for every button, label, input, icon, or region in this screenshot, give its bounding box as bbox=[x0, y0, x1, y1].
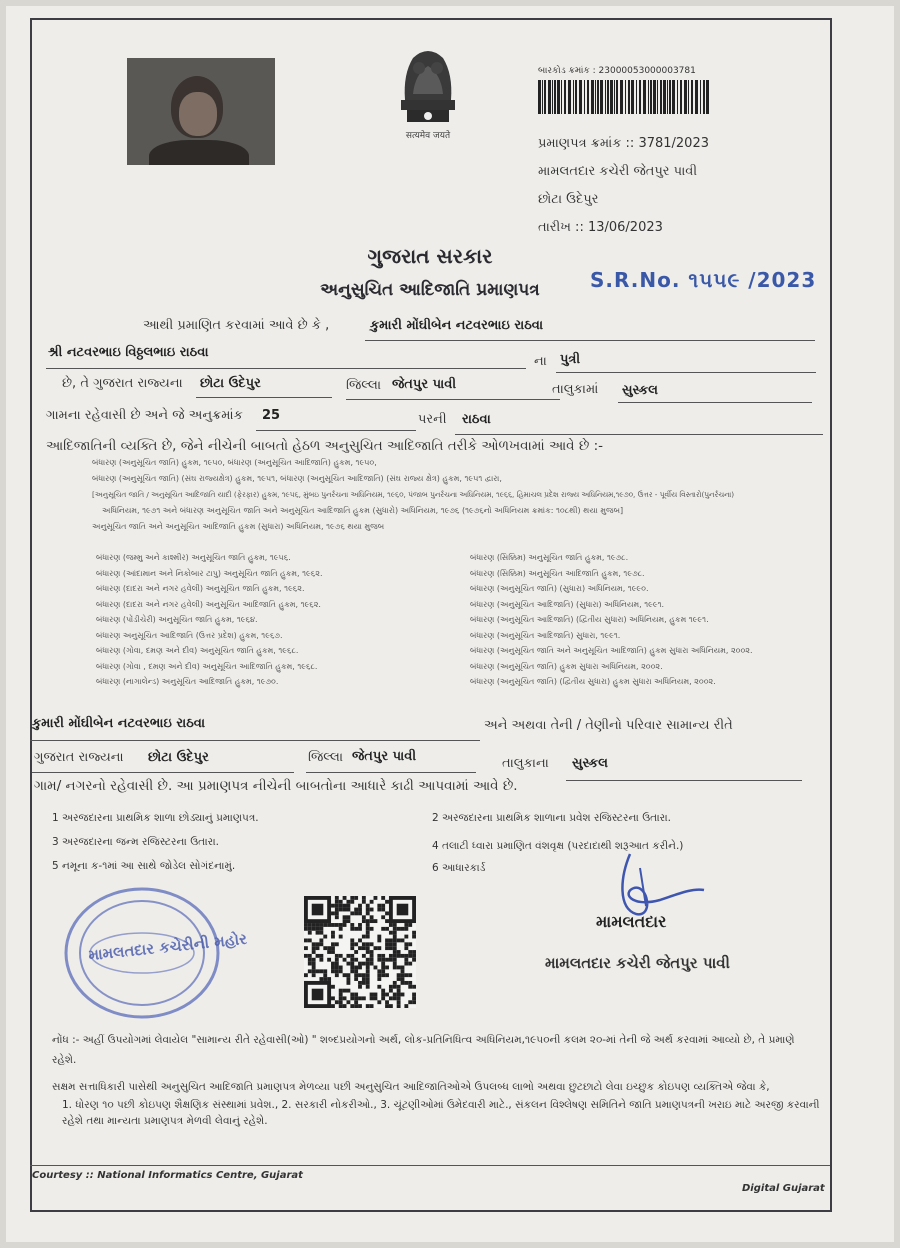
district-value: છોટા ઉદેપુર bbox=[200, 376, 261, 391]
list-item: બંધારણ (અનુસૂચિત જાતિ) (સુધારા) અધિનિયમ, ૧૯૯૦. bbox=[470, 584, 649, 593]
list-item: બંધારણ (અનુસૂચિત આદિજાતિ) (સુધારા) અધિનિયમ, ૧૯૯૧. bbox=[470, 599, 665, 609]
caste-value: રાઠવા bbox=[462, 412, 491, 427]
barcode-label: બારકોડ ક્રમાંક : 23000053000003781 bbox=[538, 66, 696, 76]
order-line: [અનુસૂચિત જાતિ / અનુસૂચિત આદિજાતિ યાદી (ફેરફાર) હુકમ, ૧૯૫૬, મુંબઇ પુનર્રચના અધિનિયમ, ૧૯૬૦, પંજાબ પુનર્રચના અધિનિયમ, ૧૯૬૬, હિમાચલ પ્રદેશ રાજ્ય અધિનિયમ,૧૯૭૦, ઉત્તર - પૂર્વીય વિસ્તારો(પુનર્રચના) bbox=[92, 490, 735, 499]
order-line: બંધારણ (અનુસૂચિત જાતિ) (સંઘ રાજ્યક્ષેત્ર) હુકમ, ૧૯૫૧, બંધારણ (અનુસૂચિત આદિજાતિ) (સંઘ રાજ્ય ક્ષેત્ર) હુકમ, ૧૯૫૧ દ્વારા, bbox=[92, 474, 502, 483]
s3-mid: જિલ્લા bbox=[308, 750, 344, 765]
serial-number-stamp: S.R.No. ૧૫૫૯ /2023 bbox=[590, 268, 817, 292]
village-value: સુસ્કલ bbox=[622, 383, 658, 398]
list-item: બંધારણ (દાદરા અને નગર હવેલી) અનુસૂચિત આદિજાતિ હુકમ, ૧૯૬૨. bbox=[96, 599, 321, 609]
note-text: નોંધ :- અહીં ઉપયોગમાં લેવાયેલ "સામાન્ય રીતે રહેવાસી(ઓ) " શબ્દપ્રયોગનો અર્થ, લોક-પ્રતિનિધિત્વ અધિનિયમ,૧૯૫૦ની કલમ ૨૦-માં તેની જે અર્થ કરવામાં આવ્યો છે, તે પ્રમાણે રહેશે. bbox=[52, 1034, 795, 1066]
issuing-district: છોટા ઉદેપુર bbox=[538, 192, 599, 207]
applicant-photo bbox=[127, 58, 275, 165]
order-list-right bbox=[470, 550, 820, 690]
line4-prefix: ગામના રહેવાસી છે અને જે અનુક્રમાંક bbox=[46, 408, 243, 423]
document-item: 1 અરજદારના પ્રાથમિક શાળા છોડ્યાનું પ્રમાણપત્ર. bbox=[52, 812, 259, 824]
courtesy-text: Courtesy :: National Informatics Centre, Gujarat bbox=[32, 1170, 303, 1181]
certificate-title: અનુસુચિત આદિજાતિ પ્રમાણપત્ર bbox=[320, 280, 540, 300]
document-item: 2 અરજદારના પ્રાથમિક શાળાના પ્રવેશ રજિસ્ટરના ઉતારા. bbox=[432, 812, 672, 824]
s3-prefix: ગુજરાત રાજ્યના bbox=[34, 750, 124, 765]
list-item: બંધારણ (અનુસૂચિત આદિજાતિ) (દ્વિતીય સુધારા) અધિનિયમ, હુકમ ૧૯૯૧. bbox=[470, 615, 709, 624]
signatory-office: મામલતદાર કચેરી જેતપુર પાવી bbox=[545, 954, 730, 972]
applicant-name: કુમારી મોંઘીબેન નટવરભાઇ રાઠવા bbox=[370, 318, 544, 333]
footnote-items: 1. ધોરણ ૧૦ પછી કોઇપણ શૈક્ષણિક સંસ્થામાં પ્રવેશ., 2. સરકારી નોકરીઓ., 3. ચૂંટણીઓમાં ઉમેદવારી માટે., સંકલન વિશ્લેષણ સમિતિને જાતિ પ્રમાણપત્રની ખરાઇ માટે અરજી કરવાની રહેશે તથા માન્યતા પ્રમાણપત્ર મેળવી લેવાનું રહેશે. bbox=[62, 1099, 820, 1127]
qr-code bbox=[304, 896, 416, 1008]
certificate-number: પ્રમાણપત્ર ક્રમાંક :: 3781/2023 bbox=[538, 136, 709, 151]
issuing-office: મામલતદાર કચેરી જેતપુર પાવી bbox=[538, 164, 698, 179]
list-item: બંધારણ (અનુસૂચિત જાતિ) (દ્વિતીય સુધારા) હુકમ સુધારા અધિનિયમ, ૨૦૦૨. bbox=[470, 677, 716, 686]
list-item: બંધારણ (જમ્મુ અને કાશ્મીર) અનુસૂચિત જાતિ હુકમ, ૧૯૫૬. bbox=[96, 553, 291, 562]
list-item: બંધારણ (ગોવા, દમણ અને દીવ) અનુસૂચિત જાતિ હુકમ, ૧૯૬૮. bbox=[96, 646, 299, 655]
village-value-2: સુસ્કલ bbox=[572, 756, 608, 771]
national-emblem-icon bbox=[393, 44, 463, 130]
list-item: બંધારણ (આંદામાન અને નિકોબાર ટાપુ) અનુસૂચિત જાતિ હુકમ, ૧૯૬૨. bbox=[96, 568, 323, 578]
list-item: બંધારણ (સિક્કિમ) અનુસૂચિત આદિજાતિ હુકમ, ૧૯૭૮. bbox=[470, 568, 645, 578]
district-value-2: છોટા ઉદેપુર bbox=[148, 750, 209, 765]
list-item: બંધારણ (અનુસૂચિત આદિજાતિ) સુધારા, ૧૯૯૧. bbox=[470, 630, 621, 640]
father-name: શ્રી નટવરભાઇ વિઠ્ઠલભાઇ રાઠવા bbox=[48, 345, 209, 360]
document-item: 5 નમૂના ક-૧માં આ સાથે જોડેલ સોગંદનામું. bbox=[52, 860, 236, 872]
serial-entry: 25 bbox=[262, 408, 281, 423]
line3-mid: જિલ્લા bbox=[346, 378, 382, 393]
footnote-intro: સક્ષમ સત્તાધિકારી પાસેથી અનુસુચિત આદિજાતિ પ્રમાણપત્ર મેળવ્યા પછી અનુસુચિત આદિજાતિઓએ ઉપલબ્ધ લાભો અથવા છુટછાટો લેવા ઇચ્છુક કોઇપણ વ્યક્તિએ જેવા કે, bbox=[52, 1081, 770, 1093]
line4-mid: પરની bbox=[418, 412, 447, 427]
government-title: ગુજરાત સરકાર bbox=[367, 244, 493, 268]
applicant-name-repeat: કુમારી મોંઘીબેન નટવરભાઇ રાઠવા bbox=[32, 716, 206, 731]
list-item: બંધારણ (નાગાલેન્ડ) અનુસૂચિત આદિજાતિ હુકમ, ૧૯૭૦. bbox=[96, 677, 279, 686]
s4-text: ગામ/ નગરનો રહેવાસી છે. આ પ્રમાણપત્ર નીચેની બાબતોના આધારે કાઢી આપવામાં આવે છે. bbox=[34, 778, 518, 794]
list-item: બંધારણ (પોંડીચેરી) અનુસૂચિત જાતિ હુકમ, ૧૯૬૪. bbox=[96, 615, 258, 624]
seal-text: મામલતદાર કચેરીની મહોર bbox=[87, 929, 248, 965]
digital-gujarat-text: Digital Gujarat bbox=[742, 1183, 825, 1194]
list-item: બંધારણ (અનુસૂચિત જાતિ) હુકમ સુધારા અધિનિયમ, ૨૦૦૨. bbox=[470, 661, 663, 671]
list-item: બંધારણ અનુસૂચિત આદિજાતિ (ઉત્તર પ્રદેશ) હુકમ, ૧૯૬૭. bbox=[96, 630, 283, 640]
order-line: અનુસૂચિત જાતિ અને અનુસૂચિત આદિજાતિ હુકમ (સુધારા) અધિનિયમ, ૧૯૭૬ થયા મુજબ bbox=[92, 522, 385, 531]
relation: પુત્રી bbox=[560, 352, 581, 367]
document-item: 4 તલાટી ધ્વારા પ્રમાણિત વંશવૃક્ષ (પરદાદાથી શરૂઆત કરીને.) bbox=[432, 840, 684, 852]
order-list-left bbox=[96, 550, 436, 690]
s3-tal: તાલુકાના bbox=[502, 756, 549, 771]
order-line: અધિનિયમ, ૧૯૭૧ અને બંધારણ અનુસૂચિત જાતિ અને અનુસૂચિત આદિજાતિ હુકમ (સુધારો) અધિનિયમ, ૧૯૭૬ (૧૯૭૬નો અધિનિયમ ક્રમાંક: ૧૦૮થી) થયા મુજબ] bbox=[102, 506, 624, 515]
line3-prefix: છે, તે ગુજરાત રાજ્યના bbox=[62, 376, 183, 391]
taluka-value: જેતપુર પાવી bbox=[392, 377, 457, 392]
line3-tal: તાલુકામાં bbox=[552, 382, 599, 397]
document-item: 6 આધારકાર્ડ bbox=[432, 862, 486, 874]
list-item: બંધારણ (ગોવા , દમણ અને દીવ) અનુસૂચિત આદિજાતિ હુકમ, ૧૯૬૮. bbox=[96, 661, 318, 671]
emblem-caption: सत्यमेव जयते bbox=[405, 131, 451, 141]
issue-date: તારીખ :: 13/06/2023 bbox=[538, 220, 663, 235]
list-item: બંધારણ (અનુસૂચિત જાતિ અને અનુસૂચિત આદિજાતિ) હુકમ સુધારા અધિનિયમ, ૨૦૦૨. bbox=[470, 646, 753, 655]
document-item: 3 અરજદારના જન્મ રજિસ્ટરના ઉતારા. bbox=[52, 836, 220, 848]
barcode bbox=[538, 80, 712, 114]
taluka-value-2: જેતપુર પાવી bbox=[352, 749, 417, 764]
list-item: બંધારણ (સિક્કિમ) અનુસૂચિત જાતિ હુકમ, ૧૯૭૮. bbox=[470, 553, 629, 562]
residency-text: અને અથવા તેની / તેણીનો પરિવાર સામાન્ય રીતે bbox=[484, 718, 733, 733]
line1-prefix: આથી પ્રમાણિત કરવામાં આવે છે કે , bbox=[143, 318, 330, 333]
line2-mid: ના bbox=[534, 354, 547, 369]
order-line: બંધારણ (અનુસૂચિત જાતિ) હુકમ, ૧૯૫૦, બંધારણ (અનુસૂચિત આદિજાતિ) હુકમ, ૧૯૫૦, bbox=[92, 458, 377, 467]
list-item: બંધારણ (દાદરા અને નગર હવેલી) અનુસૂચિત જાતિ હુકમ, ૧૯૬૨. bbox=[96, 584, 305, 593]
line5: આદિજાતિની વ્યક્તિ છે, જેને નીચેની બાબતો હેઠળ અનુસુચિત આદિજાતિ તરીકે ઓળખવામાં આવે છે :- bbox=[46, 438, 604, 454]
signatory-designation: મામલતદાર bbox=[596, 912, 667, 931]
